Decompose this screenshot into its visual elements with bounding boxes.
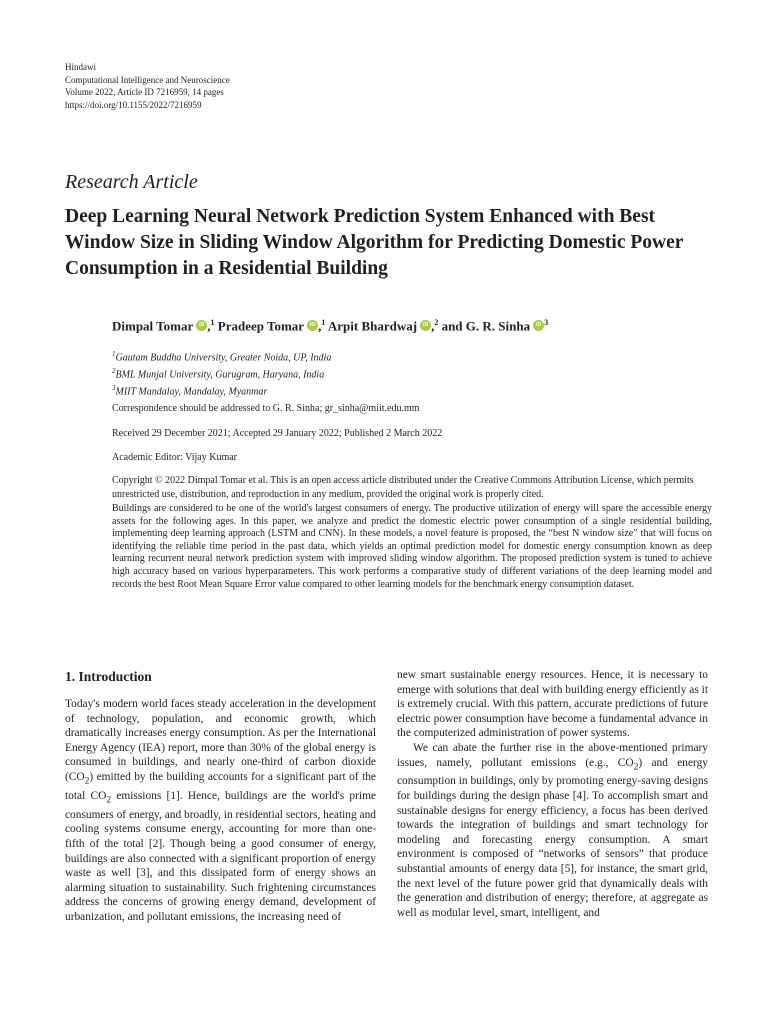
affiliation-item: $^2$BML Munjal University, Gurugram, Haryana, India (112, 366, 325, 381)
author-name: Pradeep Tomar (217, 318, 305, 334)
doi-link[interactable]: https://doi.org/10.1155/2022/7216959 (65, 99, 202, 110)
body-paragraph: We can abate the further rise in the above-mentioned primary issues, namely, pollutant emissions (e.g., $CO_2$) and energy consumption in buildings, only by promoting energy-saving designs for buildings during the design phase [4]. To accomplish smart and sustainable designs for energy efficiency, a focus has been derived towards the integration of buildings and smart technology for modeling and forecasting energy consumption. A smart environment is composed of “networks of sensors” that produce substantial amounts of energy data [5], for instance, the smart grid, the next level of the future power grid that dynamically deals with the generation and distribution of energy; therefore, at aggregate as well as modular level, smart, intelligent, and (397, 741, 708, 919)
body-column-right (397, 668, 708, 920)
affiliation-item: $^1$Gautam Buddha University, Greater Noida, UP, India (112, 350, 332, 364)
article-type: Research Article (65, 171, 198, 193)
body-paragraph: Today's modern world faces steady acceleration in the development of technology, population, and economic growth, which dramatically increases energy consumption. As per the International Energy Agency (IEA) report, more than 30% of the global energy is consumed in buildings, and nearly one-third of carbon dioxide $(CO_2)$ emitted by the building accounts for a significant part of the total $CO_2$ emissions [1]. Hence, buildings are the world's prime consumers of energy, and broadly, in residential sectors, heating and cooling systems consume energy, accounting for more than one-fifth of the total [2]. Though being a good consumer of energy, buildings are also connected with a significant proportion of energy waste as well [3], and this dissipated form of energy shows an alarming situation to sustainability. Such frightening circumstances address the concerns of growing energy demand, development of urbanization, and pollutant emissions, the increasing need of (65, 698, 376, 923)
copyright-notice: Copyright © 2022 Dimpal Tomar et al. This is an open access article distributed under the Creative Commons Attribution License, which permits unrestricted use, distribution, and reproduction in any medium, provided the original work is properly cited. (112, 475, 694, 500)
orcid-icon[interactable] (307, 320, 318, 331)
orcid-icon[interactable] (420, 320, 431, 331)
author-name: and G. R. Sinha (441, 318, 531, 334)
affiliation-list (112, 348, 331, 398)
affiliation-marker: 3 (544, 318, 549, 327)
academic-editor: Academic Editor: Vijay Kumar (112, 452, 238, 463)
publisher-name: Hindawi (65, 62, 96, 72)
abstract: Buildings are considered to be one of the world's largest consumers of energy. The productive utilization of energy will spare the accessible energy assets for the following ages. In this paper, we analyze and predict the domestic electric power consumption of a single residential building, implementing deep learning approach (LSTM and CNN). In these models, a novel feature is proposed, the “best N window size” that will focus on identifying the reliable time period in the past data, which yields an optimal prediction model for domestic energy consumption known as deep learning recurrent neural network prediction system with improved sliding window algorithm. The proposed prediction system is tuned to achieve high accuracy based on various hyperparameters. This work performs a comparative study of different variations of the deep learning model and records the best Root Mean Square Error value compared to other learning models for the benchmark energy consumption dataset. (112, 503, 712, 590)
orcid-icon[interactable] (196, 320, 207, 331)
paper-title: Deep Learning Neural Network Prediction System Enhanced with Best Window Size in Sliding Window Algorithm for Predicting Domestic Power Consumption in a Residential Building (65, 206, 684, 279)
body-column-left (65, 697, 376, 924)
author-name: Arpit Bhardwaj (327, 318, 418, 334)
publication-dates: Received 29 December 2021; Accepted 29 January 2022; Published 2 March 2022 (112, 428, 443, 439)
author-list: Dimpal TomariD ,$^1$ Pradeep TomariD ,$^1$ Arpit BhardwajiD ,$^2$ and G. R. SinhaiD $^3$ (112, 318, 548, 334)
affiliation-item: $^3$MIIT Mandalay, Mandalay, Myanmar (112, 383, 268, 397)
journal-header (65, 61, 230, 111)
journal-name: Computational Intelligence and Neuroscience (65, 74, 230, 85)
author-name: Dimpal Tomar (112, 318, 194, 334)
volume-info: Volume 2022, Article ID 7216959, 14 pages (65, 87, 224, 97)
affiliation-marker: 1 (210, 318, 215, 327)
correspondence-note: Correspondence should be addressed to G. R. Sinha; gr_sinha@miit.edu.mm (112, 403, 420, 414)
body-paragraph: new smart sustainable energy resources. Hence, it is necessary to emerge with solutions that deal with building energy efficiently as it is extremely crucial. With this pattern, accurate predictions of future electric power consumption have become a fundamental advance in the computerized administration of power systems. (397, 669, 708, 740)
orcid-icon[interactable] (533, 320, 544, 331)
affiliation-marker: 1 (321, 318, 326, 327)
section-heading: 1. Introduction (65, 669, 152, 684)
affiliation-marker: 2 (434, 318, 439, 327)
